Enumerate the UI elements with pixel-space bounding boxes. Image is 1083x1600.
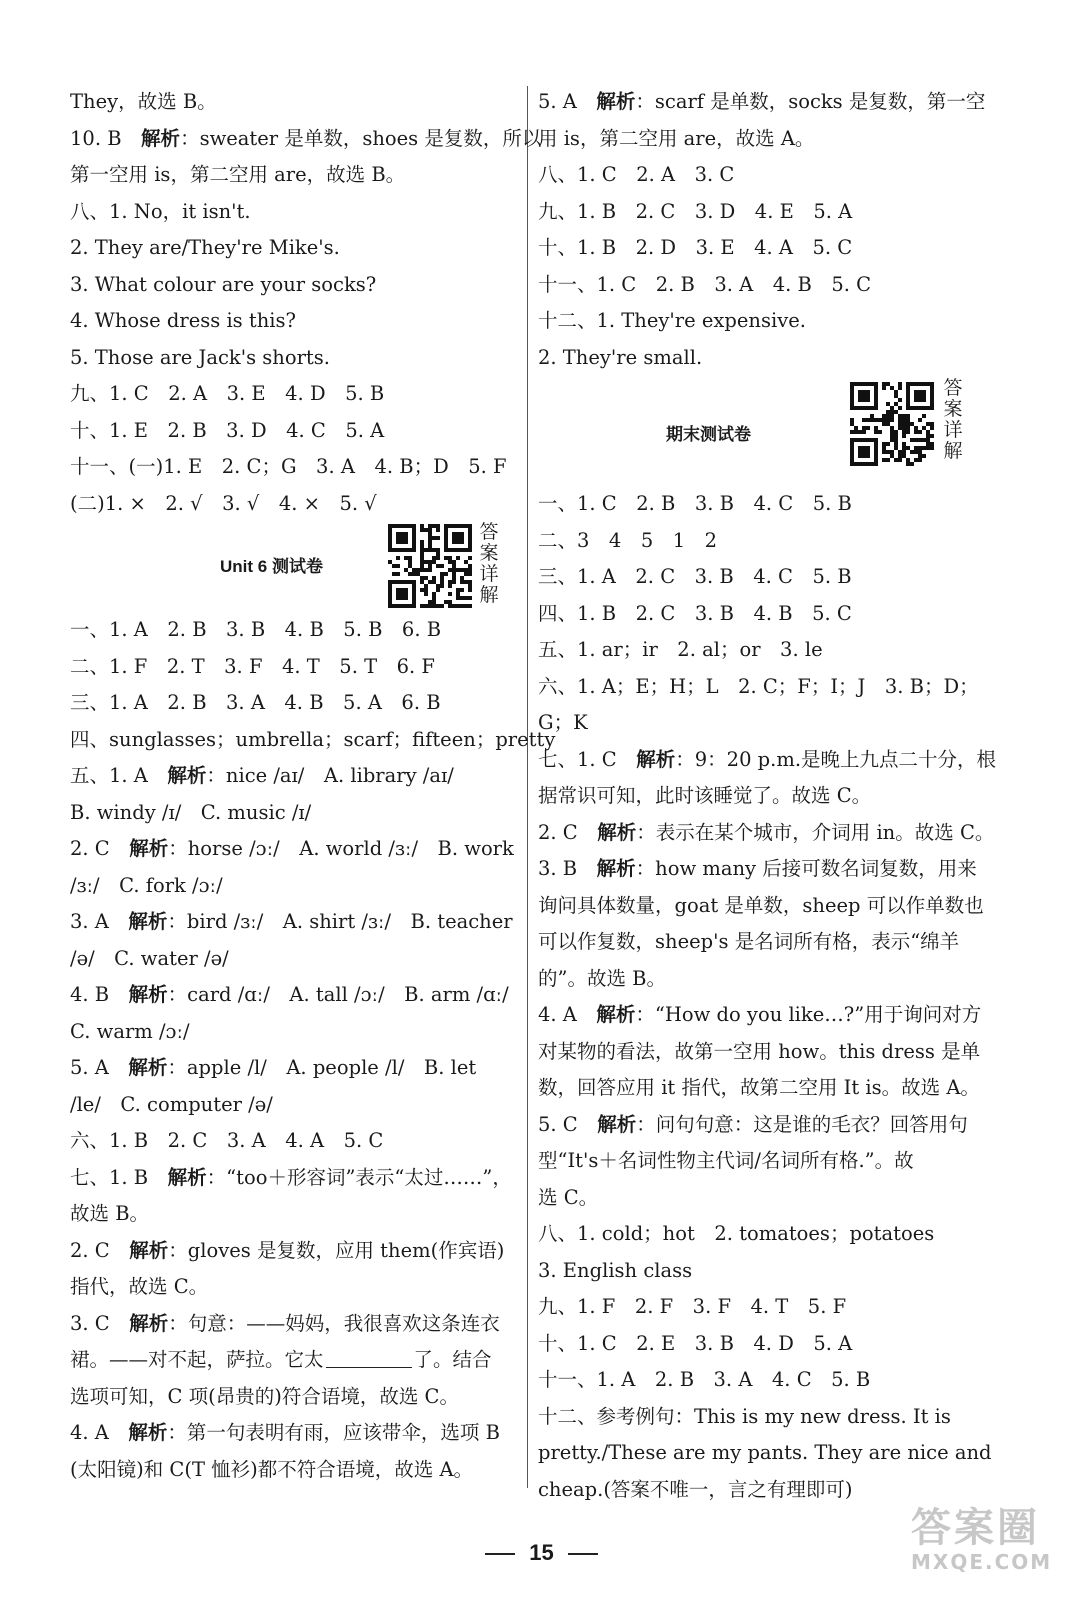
answer-number: 5. C	[538, 1112, 598, 1136]
analysis-tag: 解析	[596, 1003, 636, 1026]
right-line	[538, 267, 984, 304]
answer-number: 七、1. C	[538, 747, 637, 771]
right-line	[538, 924, 984, 961]
left-line	[70, 1342, 518, 1379]
answer-number: 3. C	[70, 1311, 130, 1335]
right-line	[538, 1326, 984, 1363]
line-text: 六、1. B 2. C 3. A 4. A 5. C	[70, 1129, 384, 1152]
page-dash-right	[568, 1553, 598, 1555]
right-line	[538, 851, 984, 888]
line-text: ：apple /l/ A. people /l/ B. let	[167, 1056, 477, 1079]
analysis-tag: 解析	[141, 126, 181, 150]
column-divider	[527, 86, 528, 1488]
left-line	[70, 1050, 518, 1087]
final-test-qr-code[interactable]	[850, 382, 934, 466]
right-line	[538, 596, 984, 633]
line-text: 十一、1. C 2. B 3. A 4. B 5. C	[538, 272, 872, 296]
left-line	[70, 868, 518, 905]
line-text: 二、3 4 5 1 2	[538, 528, 718, 552]
watermark-line2: MXQE.COM	[911, 1550, 1053, 1574]
line-text: 据常识可知，此时该睡觉了。故选 C。	[538, 784, 872, 807]
unit6-section-header	[70, 522, 518, 612]
line-text: 对某物的看法，故第一空用 how。this dress 是单	[538, 1039, 981, 1063]
line-text: 选项可知，C 项(昂贵的)符合语境，故选 C。	[70, 1384, 459, 1408]
right-line	[538, 84, 984, 121]
analysis-tag: 解析	[129, 1238, 169, 1262]
answer-number: 2. C	[70, 1238, 130, 1262]
line-text: 故选 B。	[70, 1202, 150, 1225]
analysis-tag: 解析	[128, 1056, 168, 1079]
right-column	[538, 84, 997, 1508]
right-line	[538, 997, 984, 1034]
right-line	[538, 1253, 984, 1290]
final-test-qr-label: 答案详解	[943, 377, 963, 462]
left-line: 八、1. No，it isn't.	[70, 199, 251, 223]
answer-number: 七、1. B	[70, 1165, 168, 1189]
left-line: 2. They are/They're Mike's.	[70, 236, 340, 259]
left-line	[70, 1306, 518, 1343]
left-line	[70, 612, 518, 649]
right-line	[538, 1472, 984, 1509]
right-line	[538, 340, 984, 377]
page-dash-left	[485, 1553, 515, 1555]
right-line	[538, 303, 984, 340]
right-line	[538, 1143, 984, 1180]
analysis-tag: 解析	[167, 1165, 207, 1189]
line-text: G；K	[538, 711, 588, 734]
answer-number: 2. C	[538, 820, 598, 844]
line-text: ：horse /ɔː/ A. world /ɜː/ B. work	[168, 837, 514, 860]
left-line	[70, 722, 556, 759]
left-line	[70, 904, 518, 941]
line-text: ：bird /ɜː/ A. shirt /ɜː/ B. teacher	[167, 910, 513, 933]
analysis-tag: 解析	[596, 857, 636, 880]
unit6-title: Unit 6 测试卷	[220, 557, 323, 576]
left-line	[70, 831, 518, 868]
line-text: 六、1. A；E；H；L 2. C；F；I；J 3. B；D；	[538, 674, 979, 698]
line-text: ：gloves 是复数，应用 them(作宾语)	[168, 1238, 505, 1262]
line-text: 可以作复数，sheep's 是名词所有格，表示“绵羊	[538, 930, 960, 953]
right-line	[538, 961, 984, 998]
left-line	[70, 1087, 518, 1124]
line-text: 八、1. cold；hot 2. tomatoes；potatoes	[538, 1222, 935, 1245]
unit6-qr-code[interactable]	[388, 524, 472, 608]
line-text: ：nice /aɪ/ A. library /aɪ/	[206, 764, 454, 787]
analysis-tag: 解析	[129, 1311, 169, 1335]
right-line	[538, 632, 984, 669]
right-line	[538, 1362, 984, 1399]
right-answers-part2	[538, 486, 997, 1508]
left-line: 第一空用 is，第二空用 are，故选 B。	[70, 163, 406, 186]
analysis-tag: 解析	[636, 747, 676, 771]
left-line	[70, 1415, 518, 1452]
unit6-qr-label: 答案详解	[479, 521, 499, 606]
line-text: 3. English class	[538, 1258, 693, 1282]
analysis-tag: 解析	[596, 90, 636, 113]
line-text: /ə/ C. water /ə/	[70, 946, 229, 970]
left-line	[70, 941, 518, 978]
answer-number: 10. B	[70, 126, 142, 150]
left-line: 十一、(一)1. E 2. C；G 3. A 4. B；D 5. F	[70, 455, 507, 478]
left-line	[70, 1196, 518, 1233]
line-text: ：sweater 是单数，shoes 是复数，所以	[180, 126, 542, 150]
line-text: 九、1. F 2. F 3. F 4. T 5. F	[538, 1295, 847, 1318]
line-text: ：表示在某个城市，介词用 in。故选 C。	[636, 820, 995, 844]
line-text: 选 C。	[538, 1185, 599, 1209]
left-line: 九、1. C 2. A 3. E 4. D 5. B	[70, 382, 385, 405]
line-text: B. windy /ɪ/ C. music /ɪ/	[70, 800, 312, 824]
line-text: /le/ C. computer /ə/	[70, 1092, 273, 1116]
left-line	[70, 758, 518, 795]
left-answers-part1	[70, 84, 542, 522]
left-line	[70, 1123, 518, 1160]
line-text: cheap.(答案不唯一，言之有理即可)	[538, 1477, 853, 1501]
right-line	[538, 559, 984, 596]
final-test-title: 期末测试卷	[666, 425, 751, 444]
line-text: ：句意：——妈妈，我很喜欢这条连衣	[168, 1311, 500, 1335]
left-line: They，故选 B。	[70, 90, 217, 113]
line-text: 一、1. A 2. B 3. B 4. B 5. B 6. B	[70, 618, 442, 641]
left-line	[70, 795, 518, 832]
line-text: 裙。——对不起，萨拉。它太	[70, 1348, 324, 1371]
line-text: 指代，故选 C。	[70, 1275, 209, 1298]
right-line	[538, 1435, 992, 1472]
line-text: 十二、参考例句：This is my new dress. It is	[538, 1404, 951, 1428]
analysis-tag: 解析	[167, 764, 207, 787]
line-text: 四、1. B 2. C 3. B 4. B 5. C	[538, 601, 852, 625]
right-line	[538, 1107, 984, 1144]
line-text: 八、1. C 2. A 3. C	[538, 163, 735, 186]
line-text: 五、1. ar；ir 2. al；or 3. le	[538, 638, 823, 661]
left-line	[70, 649, 518, 686]
line-text: ：how many 后接可数名词复数，用来	[635, 857, 977, 880]
line-text: 用 is，第二空用 are，故选 A。	[538, 126, 815, 150]
left-line: 4. Whose dress is this?	[70, 309, 296, 332]
right-line	[538, 1070, 984, 1107]
line-text: 十、1. C 2. E 3. B 4. D 5. A	[538, 1331, 853, 1355]
answer-number: 2. C	[70, 837, 130, 860]
right-line	[538, 230, 984, 267]
right-line	[538, 815, 995, 852]
left-answers-part2	[70, 612, 556, 1488]
line-text: ：scarf 是单数，socks 是复数，第一空	[635, 90, 986, 113]
line-text: 一、1. C 2. B 3. B 4. C 5. B	[538, 492, 852, 515]
line-text: ：“How do you like…?”用于询问对方	[635, 1003, 982, 1026]
line-text: ：card /ɑː/ A. tall /ɔː/ B. arm /ɑː/	[167, 983, 509, 1006]
left-line: 5. Those are Jack's shorts.	[70, 345, 330, 369]
line-text-after-blank: 了。结合	[413, 1348, 492, 1371]
analysis-tag: 解析	[128, 910, 168, 933]
final-test-section-header	[538, 376, 984, 486]
right-line	[538, 523, 984, 560]
line-text: 数，回答应用 it 指代，故第二空用 It is。故选 A。	[538, 1076, 980, 1099]
page-number-text: 15	[529, 1540, 554, 1565]
line-text: 三、1. A 2. C 3. B 4. C 5. B	[538, 565, 852, 588]
right-line	[538, 1399, 984, 1436]
line-text: 询问具体数量，goat 是单数，sheep 可以作单数也	[538, 893, 984, 917]
right-line	[538, 157, 984, 194]
right-line	[538, 742, 997, 779]
right-line	[538, 778, 984, 815]
left-column	[70, 84, 556, 1488]
right-line	[538, 888, 984, 925]
line-text: ：问句句意：这是谁的毛衣？回答用句	[636, 1112, 968, 1136]
analysis-tag: 解析	[129, 837, 169, 860]
line-text: 型“It's＋名词性物主代词/名词所有格.”。故	[538, 1149, 914, 1172]
answer-number: 五、1. A	[70, 764, 168, 787]
line-text: 二、1. F 2. T 3. F 4. T 5. T 6. F	[70, 654, 435, 678]
right-answers-part1	[538, 84, 984, 376]
right-line	[538, 194, 984, 231]
answer-number: 4. A	[538, 1003, 597, 1026]
analysis-tag: 解析	[597, 820, 637, 844]
line-text: C. warm /ɔː/	[70, 1019, 190, 1043]
left-line	[70, 1014, 518, 1051]
left-line: 十、1. E 2. B 3. D 4. C 5. A	[70, 418, 385, 442]
right-line	[538, 1180, 984, 1217]
left-line: 3. What colour are your socks?	[70, 272, 377, 296]
right-line	[538, 1216, 984, 1253]
left-line	[70, 1269, 518, 1306]
answer-number: 4. A	[70, 1421, 129, 1444]
fill-blank	[326, 1347, 412, 1368]
line-text: ：第一句表明有雨，应该带伞，选项 B	[167, 1421, 500, 1444]
line-text: 九、1. B 2. C 3. D 4. E 5. A	[538, 199, 853, 223]
answer-number: 5. A	[538, 90, 597, 113]
analysis-tag: 解析	[128, 983, 168, 1006]
answer-number: 3. B	[538, 857, 597, 880]
left-line	[70, 977, 518, 1014]
line-text: ：“too＋形容词”表示“太过……”，	[206, 1165, 512, 1189]
line-text: 的”。故选 B。	[538, 966, 666, 990]
watermark-logo	[911, 1506, 1071, 1586]
line-text: pretty./These are my pants. They are nice and	[538, 1441, 992, 1464]
left-line	[70, 1160, 518, 1197]
line-text: /ɜː/ C. fork /ɔː/	[70, 873, 223, 897]
left-line	[70, 1233, 518, 1270]
left-line	[70, 685, 518, 722]
analysis-tag: 解析	[597, 1112, 637, 1136]
left-line	[70, 121, 542, 158]
line-text: 十二、1. They're expensive.	[538, 309, 806, 332]
answer-number: 5. A	[70, 1056, 129, 1079]
right-line	[538, 705, 984, 742]
right-line	[538, 486, 984, 523]
line-text: 三、1. A 2. B 3. A 4. B 5. A 6. B	[70, 691, 441, 714]
analysis-tag: 解析	[128, 1421, 168, 1444]
right-line	[538, 1034, 984, 1071]
line-text: 十、1. B 2. D 3. E 4. A 5. C	[538, 236, 853, 259]
answer-number: 4. B	[70, 983, 129, 1006]
line-text: 2. They're small.	[538, 345, 703, 369]
left-line	[70, 1379, 518, 1416]
left-line	[70, 1452, 518, 1489]
line-text: 四、sunglasses；umbrella；scarf；fifteen；pretty	[70, 727, 556, 751]
answer-number: 3. A	[70, 910, 129, 933]
watermark-line1: 答案圈	[911, 1505, 1040, 1551]
line-text: (太阳镜)和 C(T 恤衫)都不符合语境，故选 A。	[70, 1457, 474, 1481]
right-line	[538, 121, 984, 158]
right-line	[538, 1289, 984, 1326]
left-line: (二)1. × 2. √ 3. √ 4. × 5. √	[70, 491, 377, 515]
line-text: 十一、1. A 2. B 3. A 4. C 5. B	[538, 1368, 871, 1391]
right-line	[538, 669, 984, 706]
line-text: ：9：20 p.m.是晚上九点二十分，根	[675, 747, 997, 771]
